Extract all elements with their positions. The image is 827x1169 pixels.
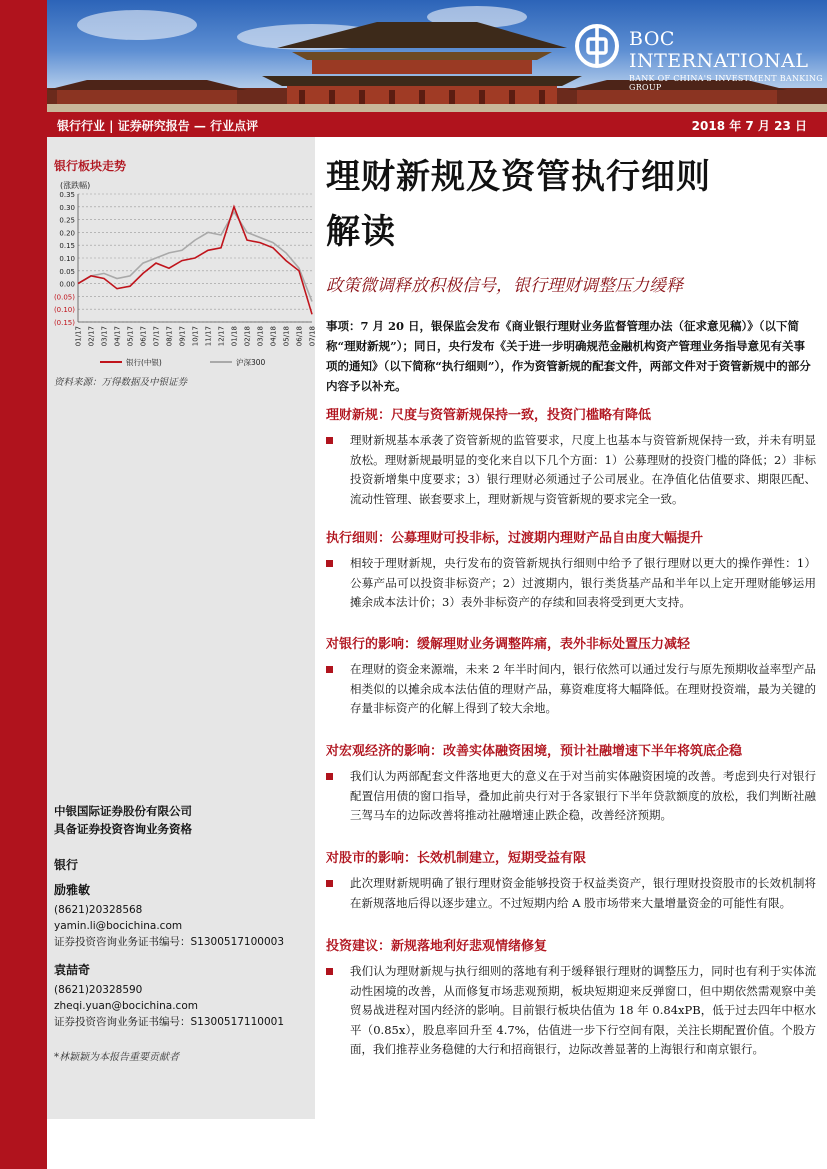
x-tick-label: 02/18: [243, 326, 252, 347]
analyst-name: 袁喆奇: [54, 963, 91, 977]
title-line-2: 解读: [326, 212, 396, 252]
section-heading: 理财新规：尺度与资管新规保持一致，投资门槛略有降低: [326, 408, 652, 423]
y-tick-label: 0.20: [59, 229, 75, 238]
x-tick-label: 07/17: [152, 326, 161, 347]
analyst-name: 励雅敏: [54, 883, 91, 897]
bullet-text: 我们认为理财新规与执行细则的落地有利于缓释银行理财的调整压力，同时也有利于实体流动性困境的改善，从而修复市场悲观预期，板块短期迎来反弹窗口，但中期依然需观察中美贸易战进程对国内经济的影响。目前银行板块估值为 18 年 0.84xPB，低于过去四年中枢水平（0.85x），股息率回升至 4.7%，估值进一步下行空间有限，关注长期配置价值。个股方面，我们推荐业务稳健的大行和招商银行，边际改善显著的上海银行和南京银行。: [350, 964, 816, 1057]
bullet-item: [326, 874, 816, 913]
analyst-cert: 证券投资咨询业务证书编号：S1300517110001: [54, 1016, 285, 1028]
boc-logo: [629, 28, 827, 92]
y-tick-label: 0.30: [59, 203, 75, 212]
x-tick-label: 01/18: [230, 326, 239, 347]
subtitle: 政策微调释放积极信号，银行理财调整压力缓释: [326, 276, 683, 296]
square-bullet-icon: [326, 773, 333, 780]
firm-info: [54, 802, 192, 838]
section-wealth-rules: [326, 404, 816, 509]
analyst-card: [54, 882, 284, 950]
y-tick-label: (0.05): [53, 293, 75, 302]
x-tick-label: 03/17: [100, 326, 109, 347]
section-investment-advice: [326, 935, 816, 1060]
y-tick-label: 0.10: [59, 255, 75, 263]
x-tick-label: 02/17: [87, 326, 96, 347]
x-tick-label: 06/18: [295, 326, 304, 347]
bullet-item: [326, 554, 816, 613]
section-bank-impact: [326, 633, 816, 719]
bullet-text: 此次理财新规明确了银行理财资金能够投资于权益类资产，银行理财投资股市的长效机制将在新规落地后得以逐步建立。不过短期内给 A 股市场带来大量增量资金的可能性有限。: [350, 876, 816, 910]
y-tick-label: 0.00: [59, 280, 75, 289]
section-heading: 对银行的影响：缓解理财业务调整阵痛，表外非标处置压力减轻: [326, 637, 691, 652]
x-tick-label: 04/17: [113, 326, 122, 347]
bullet-item: [326, 431, 816, 509]
y-tick-label: 0.05: [59, 267, 75, 276]
chart-heading: 银行板块走势: [54, 159, 127, 173]
logo-name: BOC INTERNATIONAL: [629, 28, 809, 72]
square-bullet-icon: [326, 437, 333, 444]
section-macro-impact: [326, 740, 816, 826]
bullet-text: 理财新规基本承袭了资管新规的监管要求，尺度上也基本与资管新规保持一致，并未有明显放松。理财新规最明显的变化来自以下几个方面：1）公募理财的投资门槛的降低；2）非标投资新增集中度要求；3）银行理财必须通过子公司展业。在净值化估值要求、期限匹配、流动性管理、嵌套要求上，理财新规与资管新规的要求完全一致。: [350, 433, 816, 506]
section-implementation-rules: [326, 527, 816, 613]
analyst-phone: (8621)20328568: [54, 904, 143, 916]
square-bullet-icon: [326, 880, 333, 887]
bullet-text: 相较于理财新规，央行发布的资管新规执行细则中给予了银行理财以更大的操作弹性：1）公募产品可以投资非标资产；2）过渡期内，银行类货基产品和半年以上定开理财能够运用摊余成本法计价；3）表外非标资产的存续和回表将受到更大支持。: [350, 556, 816, 610]
breadcrumb: 银行行业 | 证券研究报告 — 行业点评: [57, 119, 259, 133]
bullet-item: [326, 767, 816, 826]
x-tick-label: 10/17: [191, 326, 200, 347]
bullet-item: [326, 660, 816, 719]
x-tick-label: 11/17: [204, 326, 213, 347]
section-heading: 投资建议：新规落地利好悲观情绪修复: [326, 939, 548, 954]
title-line-1: 理财新规及资管执行细则: [326, 157, 711, 197]
bullet-text: 我们认为两部配套文件落地更大的意义在于对当前实体融资困境的改善。考虑到央行对银行配置信用债的窗口指导，叠加此前央行对于各家银行下半年贷款额度的放松，我们判断社融三驾马车的边际改善将推动社融增速止跌企稳，改善经济预期。: [350, 769, 816, 823]
analyst-card: [54, 962, 284, 1030]
series-line: [78, 207, 312, 314]
y-tick-label: (0.10): [53, 306, 75, 315]
x-tick-label: 08/17: [165, 326, 174, 347]
legend-label: 银行(中银): [126, 358, 162, 367]
logo-tagline: BANK OF CHINA'S INVESTMENT BANKING GROUP: [629, 74, 823, 92]
left-accent-bar: [0, 0, 47, 1169]
analyst-email[interactable]: yamin.li@bocichina.com: [54, 920, 183, 932]
firm-qualification: 具备证券投资咨询业务资格: [54, 822, 192, 836]
y-tick-label: (0.15): [53, 319, 75, 327]
y-tick-label: 0.25: [59, 216, 75, 225]
bullet-text: 在理财的资金来源端，未来 2 年半时间内，银行依然可以通过发行与原先预期收益率型产品相类似的以摊余成本法估值的理财产品，募资难度将大幅降低。在理财投资端，最为关键的存量非标资产的化解上得到了较大余地。: [350, 662, 816, 716]
x-tick-label: 01/17: [74, 326, 83, 347]
x-tick-label: 04/18: [269, 326, 278, 347]
header-strip: [47, 112, 827, 137]
section-stock-impact: [326, 847, 816, 913]
x-tick-label: 05/17: [126, 326, 135, 347]
analyst-cert: 证券投资咨询业务证书编号：S1300517100003: [54, 936, 285, 948]
x-tick-label: 03/18: [256, 326, 265, 347]
x-tick-label: 12/17: [217, 326, 226, 347]
sector-label: 银行: [54, 858, 79, 872]
report-date: 2018 年 7 月 23 日: [691, 119, 807, 133]
x-tick-label: 09/17: [178, 326, 187, 347]
y-axis-label: (涨跌幅): [60, 181, 91, 190]
y-tick-label: 0.35: [59, 191, 75, 199]
analyst-phone: (8621)20328590: [54, 984, 143, 996]
header-banner: [47, 0, 827, 112]
bullet-item: [326, 962, 816, 1060]
series-line: [78, 212, 312, 302]
square-bullet-icon: [326, 560, 333, 567]
square-bullet-icon: [326, 666, 333, 673]
section-heading: 执行细则：公募理财可投非标，过渡期内理财产品自由度大幅提升: [326, 531, 704, 546]
contributor-note: *林颖颖为本报告重要贡献者: [54, 1052, 179, 1063]
x-tick-label: 05/18: [282, 326, 291, 347]
square-bullet-icon: [326, 968, 333, 975]
chart-source: 资料来源：万得数据及中银证券: [54, 377, 188, 388]
section-heading: 对宏观经济的影响：改善实体融资困境，预计社融增速下半年将筑底企稳: [326, 744, 743, 759]
section-heading: 对股市的影响：长效机制建立，短期受益有限: [326, 851, 587, 866]
summary-paragraph: 事项：7 月 20 日，银保监会发布《商业银行理财业务监督管理办法（征求意见稿）》（以下简称“理财新规”）；同日，央行发布《关于进一步明确规范金融机构资产管理业务指导意见有关事项的通知》（以下简称“执行细则”），作为资管新规的配套文件，两部文件对于资管新规中的部分内容予以补充。: [326, 319, 811, 393]
boc-logo-icon: [575, 24, 619, 68]
legend-label: 沪深300: [236, 358, 266, 367]
y-tick-label: 0.15: [59, 242, 75, 251]
firm-name: 中银国际证券股份有限公司: [54, 804, 192, 818]
x-tick-label: 06/17: [139, 326, 148, 347]
analyst-email[interactable]: zheqi.yuan@bocichina.com: [54, 1000, 198, 1012]
page-title: [326, 150, 806, 260]
x-tick-label: 07/18: [308, 326, 317, 347]
bank-sector-chart: [50, 176, 317, 376]
